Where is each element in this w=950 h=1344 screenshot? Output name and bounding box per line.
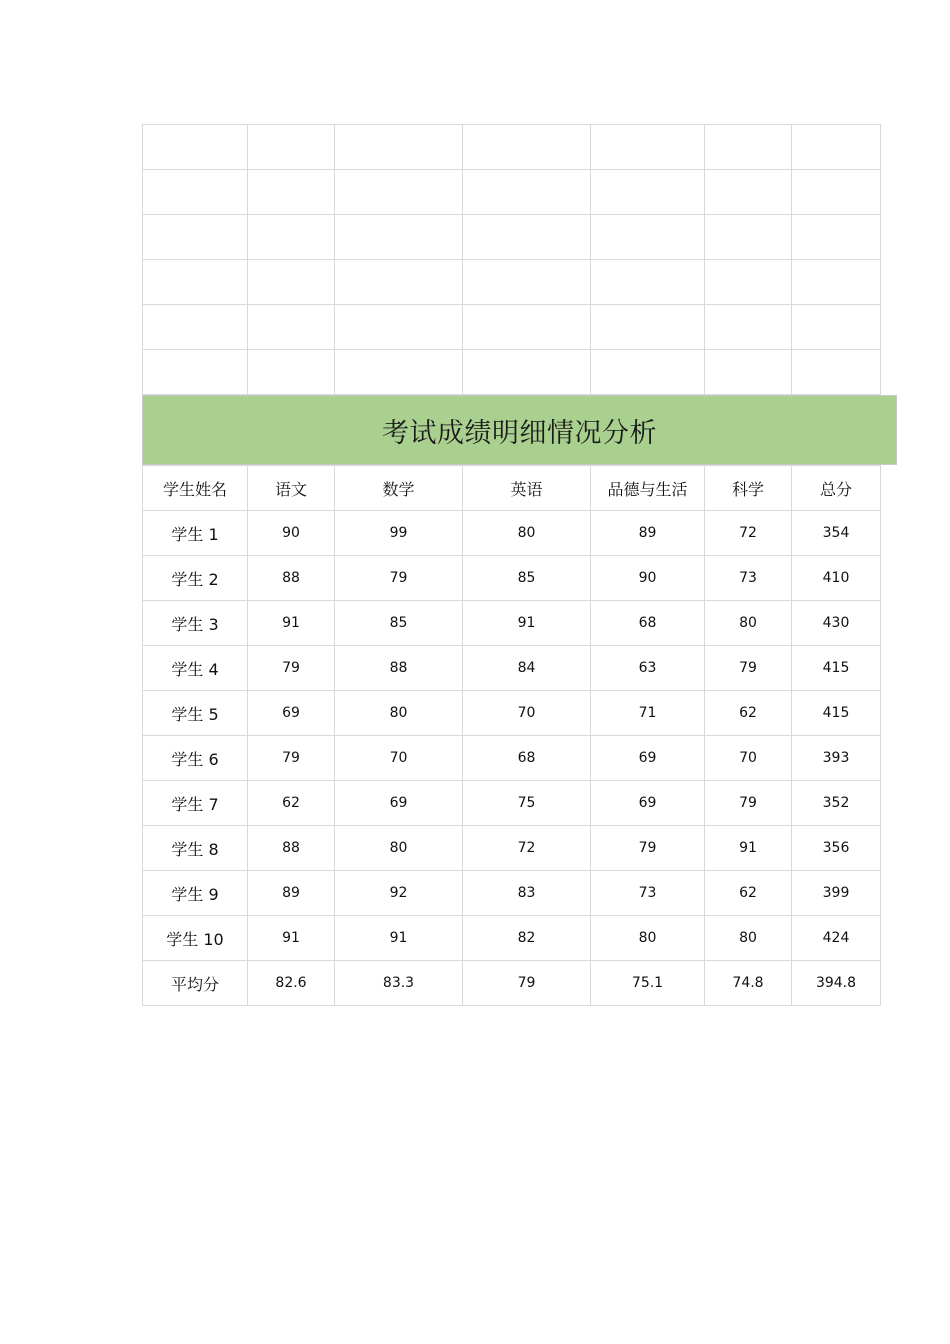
table-title-text: 考试成绩明细情况分析 <box>382 417 657 449</box>
empty-cell[interactable] <box>463 170 591 215</box>
empty-cell[interactable] <box>792 350 881 395</box>
empty-row <box>143 125 881 170</box>
empty-cell[interactable] <box>591 170 705 215</box>
score-cell[interactable]: 62 <box>705 871 792 916</box>
empty-cell[interactable] <box>248 305 335 350</box>
score-cell[interactable]: 90 <box>591 556 705 601</box>
score-cell[interactable]: 69 <box>591 736 705 781</box>
score-cell[interactable]: 85 <box>335 601 463 646</box>
score-cell[interactable]: 69 <box>591 781 705 826</box>
empty-cell[interactable] <box>248 170 335 215</box>
score-cell[interactable]: 352 <box>792 781 881 826</box>
table-row <box>143 691 881 736</box>
score-cell[interactable]: 91 <box>248 601 335 646</box>
spreadsheet <box>142 124 897 1006</box>
empty-cell[interactable] <box>792 125 881 170</box>
table-row <box>143 826 881 871</box>
empty-cell[interactable] <box>248 260 335 305</box>
empty-cell[interactable] <box>705 260 792 305</box>
table-row <box>143 871 881 916</box>
score-cell[interactable]: 80 <box>335 691 463 736</box>
empty-cell[interactable] <box>463 260 591 305</box>
score-cell[interactable]: 82 <box>463 916 591 961</box>
empty-cell[interactable] <box>705 305 792 350</box>
empty-cell[interactable] <box>143 125 248 170</box>
score-cell[interactable]: 83 <box>463 871 591 916</box>
empty-cell[interactable] <box>591 305 705 350</box>
table-row <box>143 646 881 691</box>
score-cell[interactable]: 424 <box>792 916 881 961</box>
score-cell[interactable]: 88 <box>248 556 335 601</box>
empty-cell[interactable] <box>143 350 248 395</box>
empty-cell[interactable] <box>705 170 792 215</box>
empty-cell[interactable] <box>591 350 705 395</box>
header-cell[interactable]: 语文 <box>248 466 335 511</box>
empty-cell[interactable] <box>463 125 591 170</box>
score-cell[interactable]: 80 <box>705 916 792 961</box>
score-cell[interactable]: 62 <box>248 781 335 826</box>
score-cell[interactable]: 68 <box>463 736 591 781</box>
empty-cell[interactable] <box>248 350 335 395</box>
empty-row <box>143 260 881 305</box>
header-cell[interactable]: 总分 <box>792 466 881 511</box>
score-cell[interactable]: 399 <box>792 871 881 916</box>
student-name-cell[interactable]: 学生 7 <box>143 781 248 826</box>
average-row <box>143 961 881 1006</box>
empty-cell[interactable] <box>792 170 881 215</box>
empty-cell[interactable] <box>143 215 248 260</box>
empty-row <box>143 305 881 350</box>
score-cell[interactable]: 75 <box>463 781 591 826</box>
empty-cell[interactable] <box>335 305 463 350</box>
score-cell[interactable]: 92 <box>335 871 463 916</box>
header-cell[interactable]: 英语 <box>463 466 591 511</box>
table-row <box>143 916 881 961</box>
score-table <box>142 465 881 1006</box>
score-cell[interactable]: 88 <box>248 826 335 871</box>
score-cell[interactable]: 88 <box>335 646 463 691</box>
empty-cell[interactable] <box>248 125 335 170</box>
score-cell[interactable]: 80 <box>463 511 591 556</box>
score-cell[interactable]: 356 <box>792 826 881 871</box>
score-cell[interactable]: 85 <box>463 556 591 601</box>
table-title <box>142 395 897 465</box>
empty-cell[interactable] <box>335 125 463 170</box>
student-name-cell[interactable]: 学生 6 <box>143 736 248 781</box>
table-row <box>143 601 881 646</box>
empty-cell[interactable] <box>143 260 248 305</box>
empty-cell[interactable] <box>335 260 463 305</box>
score-cell[interactable]: 70 <box>335 736 463 781</box>
score-cell[interactable]: 74.8 <box>705 961 792 1006</box>
empty-cell[interactable] <box>705 350 792 395</box>
score-cell[interactable]: 80 <box>591 916 705 961</box>
empty-row <box>143 215 881 260</box>
empty-cell[interactable] <box>335 350 463 395</box>
score-cell[interactable]: 80 <box>335 826 463 871</box>
score-cell[interactable]: 73 <box>591 871 705 916</box>
header-row <box>143 466 881 511</box>
score-cell[interactable]: 69 <box>335 781 463 826</box>
score-cell[interactable]: 89 <box>248 871 335 916</box>
score-cell[interactable]: 410 <box>792 556 881 601</box>
score-cell[interactable]: 91 <box>335 916 463 961</box>
student-name-cell[interactable]: 学生 8 <box>143 826 248 871</box>
score-cell[interactable]: 72 <box>705 511 792 556</box>
score-cell[interactable]: 69 <box>248 691 335 736</box>
empty-cell[interactable] <box>591 260 705 305</box>
student-name-cell[interactable]: 学生 4 <box>143 646 248 691</box>
empty-cell[interactable] <box>463 215 591 260</box>
table-row <box>143 736 881 781</box>
score-cell[interactable]: 80 <box>705 601 792 646</box>
score-cell[interactable]: 79 <box>705 781 792 826</box>
empty-cell[interactable] <box>463 350 591 395</box>
score-cell[interactable]: 70 <box>463 691 591 736</box>
score-cell[interactable]: 415 <box>792 691 881 736</box>
score-cell[interactable]: 393 <box>792 736 881 781</box>
score-cell[interactable]: 91 <box>248 916 335 961</box>
empty-cell[interactable] <box>705 125 792 170</box>
header-cell[interactable]: 科学 <box>705 466 792 511</box>
score-cell[interactable]: 394.8 <box>792 961 881 1006</box>
empty-cell[interactable] <box>705 215 792 260</box>
score-cell[interactable]: 430 <box>792 601 881 646</box>
header-cell[interactable]: 数学 <box>335 466 463 511</box>
score-cell[interactable]: 90 <box>248 511 335 556</box>
empty-cell[interactable] <box>792 305 881 350</box>
header-cell[interactable]: 学生姓名 <box>143 466 248 511</box>
empty-cell[interactable] <box>143 305 248 350</box>
student-name-cell[interactable]: 学生 9 <box>143 871 248 916</box>
student-name-cell[interactable]: 学生 5 <box>143 691 248 736</box>
score-cell[interactable]: 70 <box>705 736 792 781</box>
student-name-cell[interactable]: 学生 3 <box>143 601 248 646</box>
score-cell[interactable]: 73 <box>705 556 792 601</box>
score-cell[interactable]: 79 <box>335 556 463 601</box>
score-cell[interactable]: 89 <box>591 511 705 556</box>
score-cell[interactable]: 354 <box>792 511 881 556</box>
empty-cell[interactable] <box>248 215 335 260</box>
score-cell[interactable]: 75.1 <box>591 961 705 1006</box>
score-cell[interactable]: 91 <box>705 826 792 871</box>
student-name-cell[interactable]: 学生 1 <box>143 511 248 556</box>
table-row <box>143 556 881 601</box>
score-cell[interactable]: 63 <box>591 646 705 691</box>
empty-cell[interactable] <box>335 170 463 215</box>
score-cell[interactable]: 68 <box>591 601 705 646</box>
score-cell[interactable]: 71 <box>591 691 705 736</box>
table-row <box>143 511 881 556</box>
score-cell[interactable]: 84 <box>463 646 591 691</box>
header-cell[interactable]: 品德与生活 <box>591 466 705 511</box>
empty-row <box>143 350 881 395</box>
score-cell[interactable]: 79 <box>591 826 705 871</box>
score-cell[interactable]: 79 <box>248 736 335 781</box>
score-cell[interactable]: 415 <box>792 646 881 691</box>
score-cell[interactable]: 82.6 <box>248 961 335 1006</box>
score-cell[interactable]: 79 <box>705 646 792 691</box>
empty-cell[interactable] <box>792 215 881 260</box>
empty-cell[interactable] <box>591 125 705 170</box>
empty-grid <box>142 124 881 395</box>
empty-row <box>143 170 881 215</box>
student-name-cell[interactable]: 学生 2 <box>143 556 248 601</box>
table-row <box>143 781 881 826</box>
student-name-cell[interactable]: 平均分 <box>143 961 248 1006</box>
score-cell[interactable]: 72 <box>463 826 591 871</box>
score-cell[interactable]: 79 <box>248 646 335 691</box>
empty-cell[interactable] <box>792 260 881 305</box>
score-cell[interactable]: 79 <box>463 961 591 1006</box>
empty-cell[interactable] <box>591 215 705 260</box>
student-name-cell[interactable]: 学生 10 <box>143 916 248 961</box>
score-cell[interactable]: 91 <box>463 601 591 646</box>
score-cell[interactable]: 83.3 <box>335 961 463 1006</box>
empty-cell[interactable] <box>335 215 463 260</box>
empty-cell[interactable] <box>463 305 591 350</box>
empty-cell[interactable] <box>143 170 248 215</box>
score-cell[interactable]: 99 <box>335 511 463 556</box>
score-cell[interactable]: 62 <box>705 691 792 736</box>
